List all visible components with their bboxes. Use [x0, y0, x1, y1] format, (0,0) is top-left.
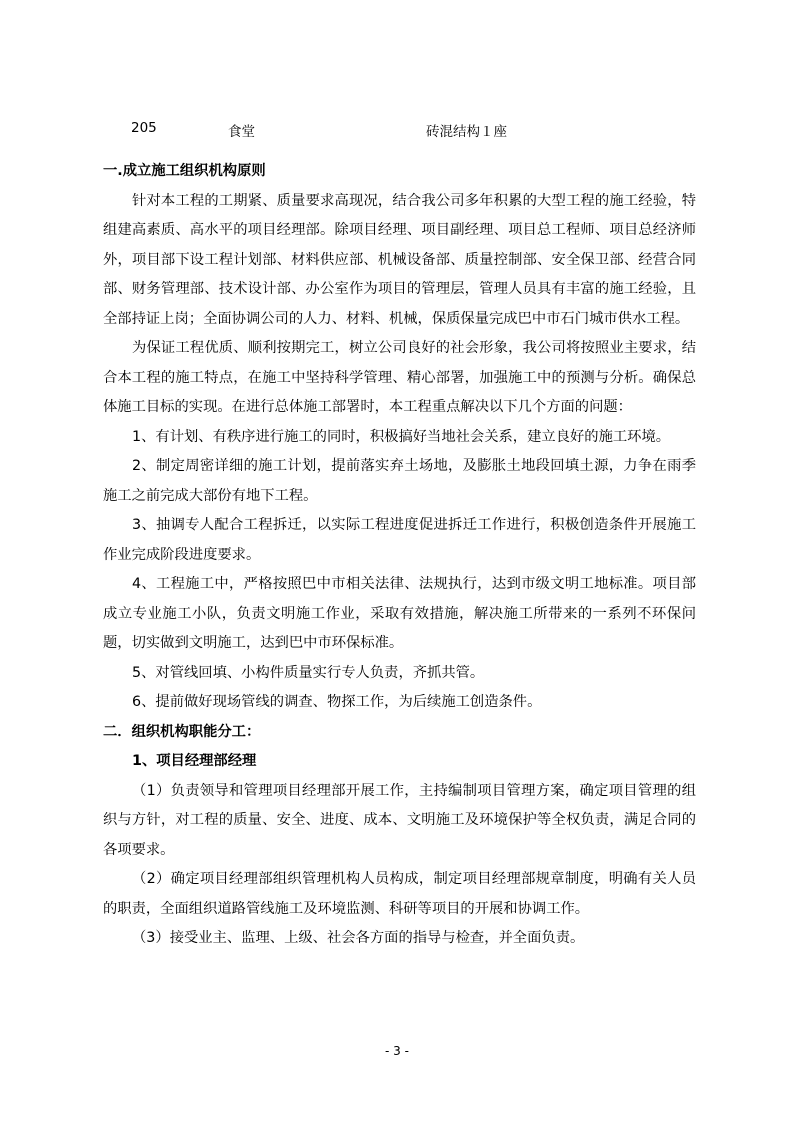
duty-item: （3）接受业主、监理、上级、社会各方面的指导与检查，并全面负责。	[132, 930, 585, 946]
subsection-heading: 1、项目经理部经理	[132, 753, 257, 769]
paragraph-1: 针对本工程的工期紧、质量要求高现况，结合我公司多年积累的大型工程的施工经验，特组建高素质、高水平的项目经理部。除项目经理、项目副经理、项目总工程师、项目总经济师外，项目部下设工程计划部、材料供应部、机械设备部、质量控制部、安全保卫部、经营合同部、财务管理部、技术设计部、办公室作为项目的管理层，管理人员具有丰富的施工经验，且全部持证上岗；全面协调公司的人力、材料、机械，保质保量完成巴中市石门城市供水工程。	[103, 192, 696, 327]
section-heading-2: 二．组织机构职能分工：	[103, 723, 261, 740]
list-item: 3、抽调专人配合工程拆迁，以实际工程进度促进拆迁工作进行，积极创造条件开展施工作业完成阶段进度要求。	[103, 517, 696, 563]
paragraph-2: 为保证工程优质、顺利按期完工，树立公司良好的社会形象，我公司将按照业主要求，结合本工程的施工特点，在施工中坚持科学管理、精心部署，加强施工中的预测与分析。确保总体施工目标的实现。在进行总体施工部署时，本工程重点解决以下几个方面的问题：	[103, 340, 696, 415]
section-heading-1: 一.成立施工组织机构原则	[103, 163, 266, 179]
list-item: 2、制定周密详细的施工计划，提前落实弃土场地，及膨胀土地段回填土源，力争在雨季施工之前完成大部份有地下工程。	[103, 458, 696, 504]
duty-item: （2）确定项目经理部组织管理机构人员构成，制定项目经理部规章制度，明确有关人员的职责，全面组织道路管线施工及环境监测、科研等项目的开展和协调工作。	[103, 871, 696, 917]
row-description: 砖混结构１座	[426, 124, 507, 140]
list-item: 1、有计划、有秩序进行施工的同时，积极搞好当地社会关系，建立良好的施工环境。	[132, 428, 671, 445]
document-body	[103, 157, 696, 954]
row-name: 食堂	[228, 124, 255, 140]
list-item: 6、提前做好现场管线的调查、物探工作，为后续施工创造条件。	[132, 694, 542, 710]
duty-item: （1）负责领导和管理项目经理部开展工作，主持编制项目管理方案，确定项目管理的组织与方针，对工程的质量、安全、进度、成本、文明施工及环境保护等全权负责，满足合同的各项要求。	[103, 782, 696, 858]
table-row	[0, 120, 794, 140]
page-number: - 3 -	[385, 1044, 409, 1058]
list-item: 4、工程施工中，严格按照巴中市相关法律、法规执行，达到市级文明工地标准。项目部成立专业施工小队，负责文明施工作业，采取有效措施，解决施工所带来的一系列不环保问题，切实做到文明施工，达到巴中市环保标准。	[103, 576, 696, 651]
list-item: 5、对管线回填、小构件质量实行专人负责，齐抓共管。	[132, 664, 485, 681]
row-number: 205	[131, 120, 157, 136]
